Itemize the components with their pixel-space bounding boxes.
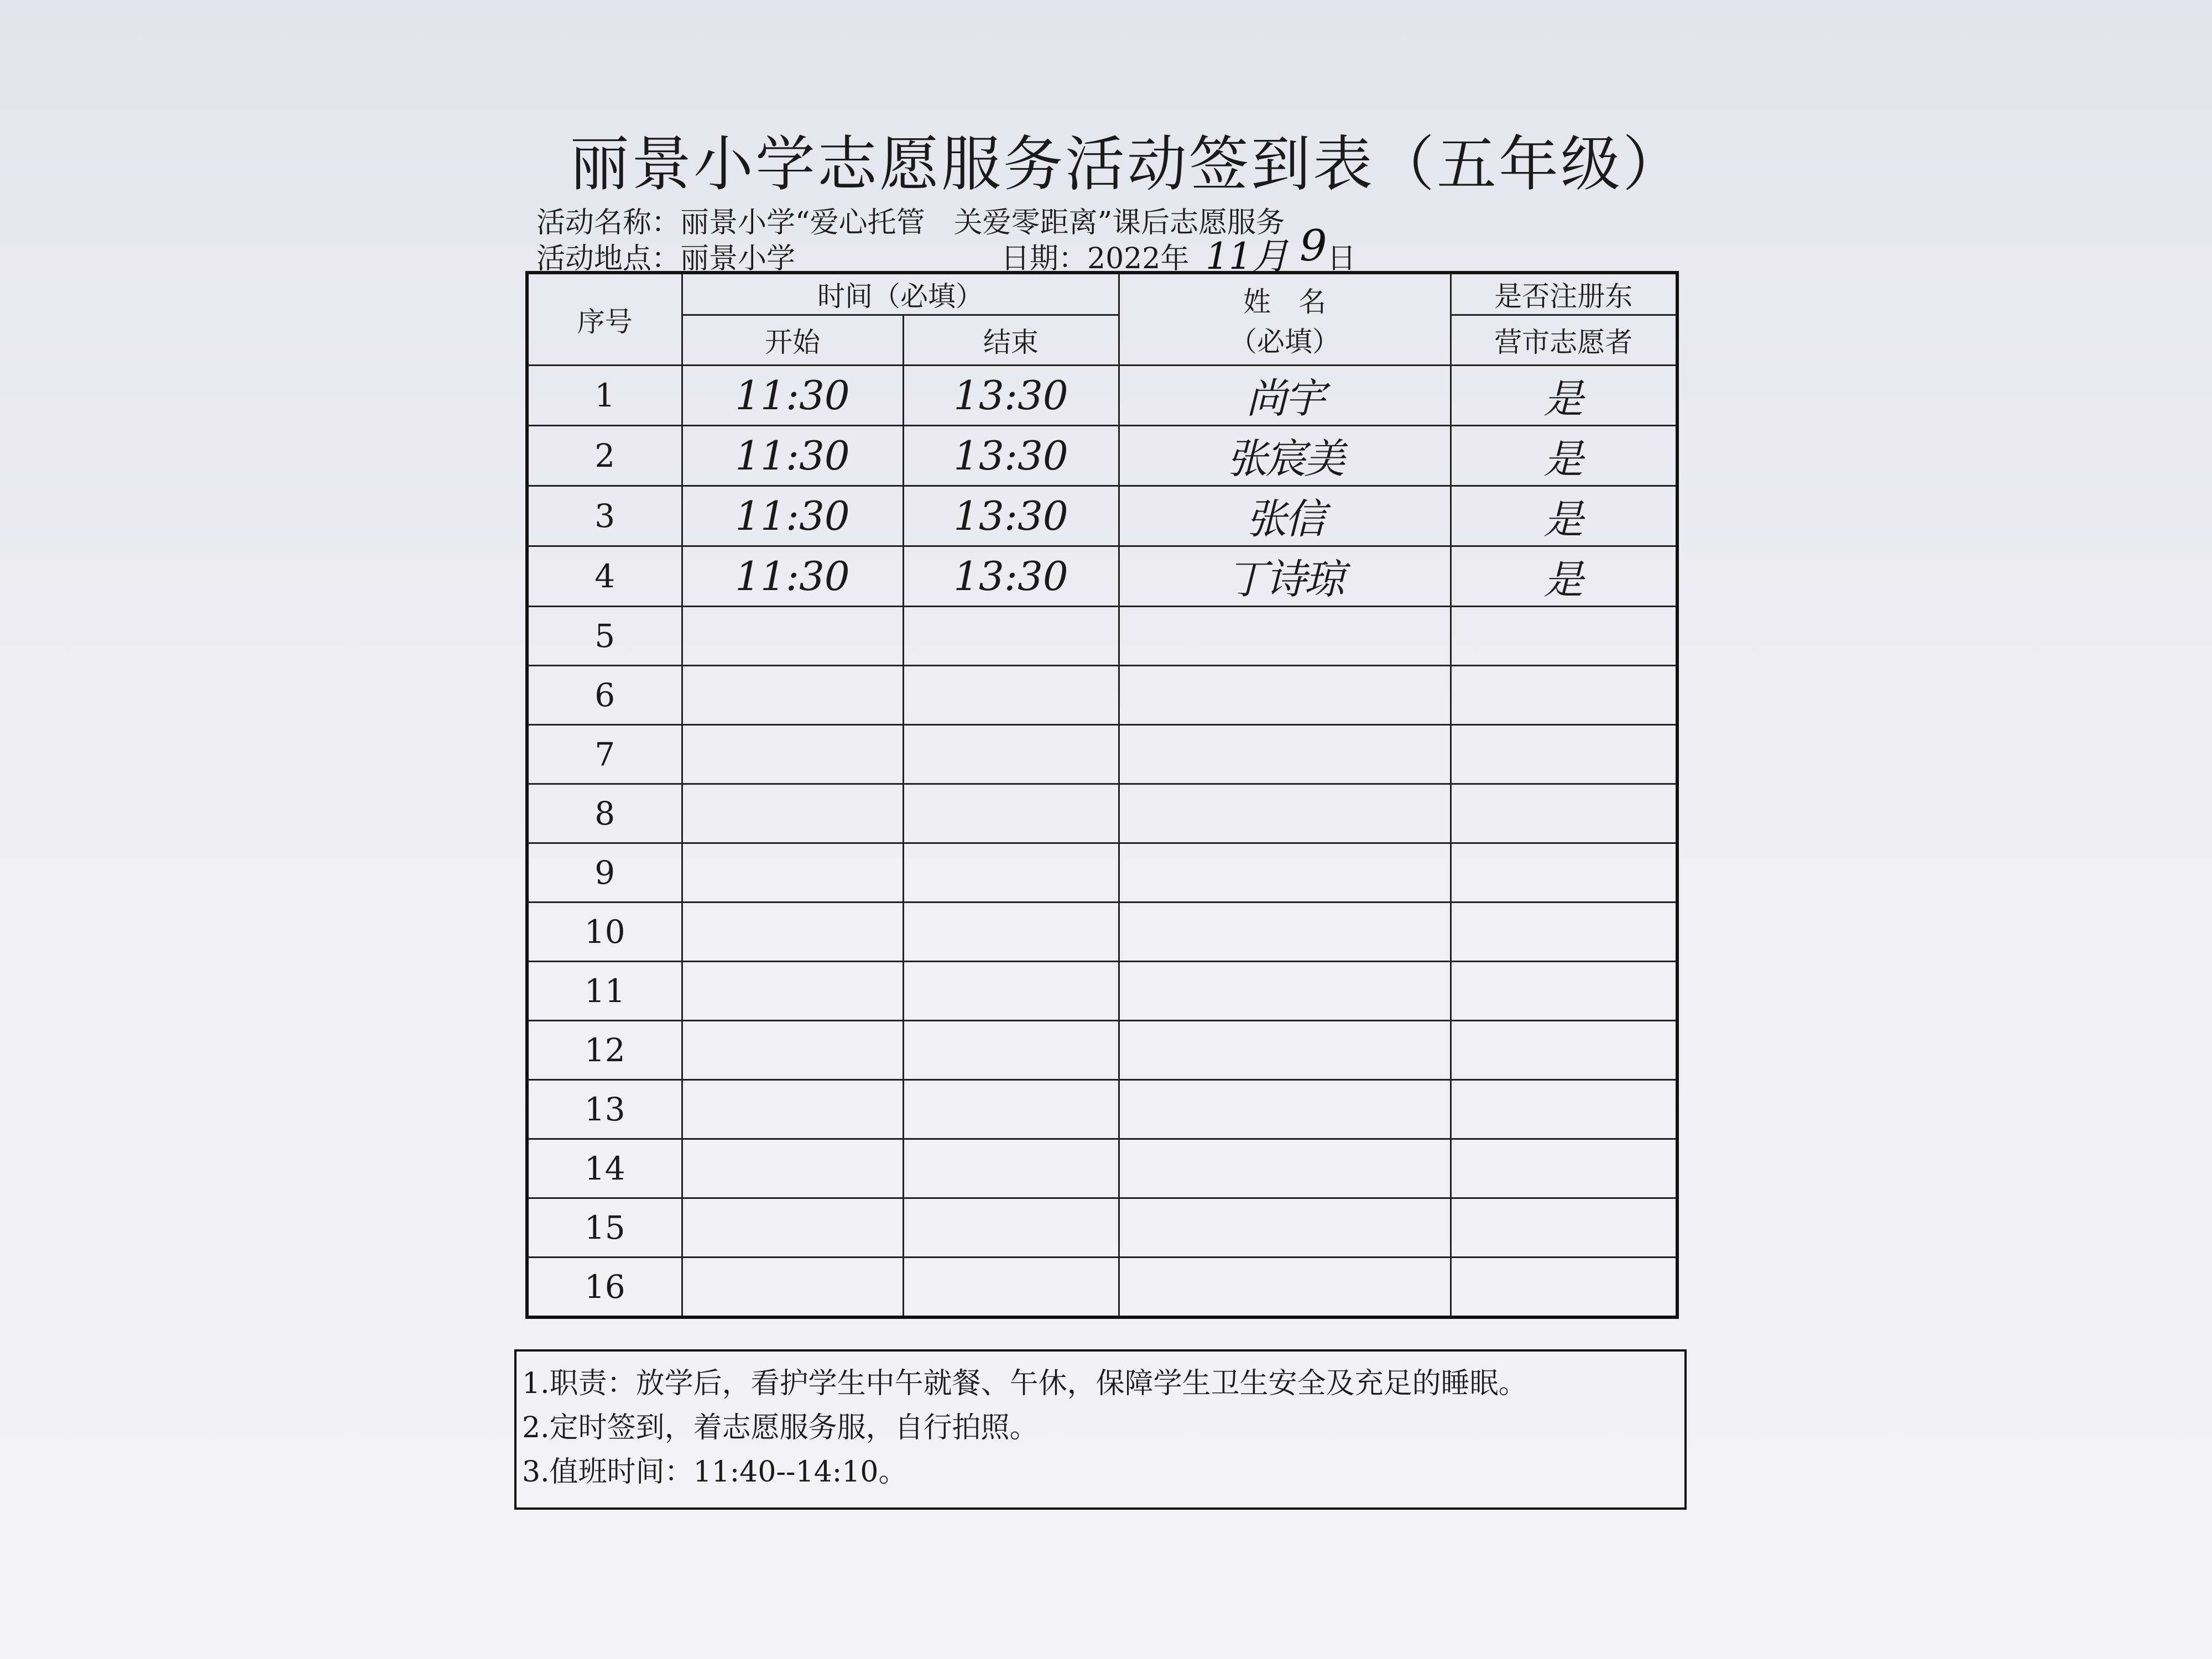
start-time-cell (682, 784, 903, 843)
end-time-cell: 13:30 (903, 366, 1119, 426)
end-time-cell (903, 1198, 1119, 1258)
header-name-line2: （必填） (1229, 325, 1340, 358)
header-name (1119, 273, 1451, 366)
table-row (527, 843, 1677, 902)
table-row (527, 1198, 1677, 1258)
notes-box (514, 1349, 1687, 1510)
name-cell (1119, 1139, 1451, 1198)
table-row (527, 366, 1677, 426)
header-index: 序号 (527, 273, 682, 366)
attendance-table (525, 271, 1679, 1319)
table-row (527, 725, 1677, 784)
registered-cell (1451, 843, 1677, 902)
end-time-cell: 13:30 (903, 426, 1119, 486)
name-cell (1119, 1258, 1451, 1318)
row-number: 12 (527, 1021, 682, 1080)
name-cell: 丁诗琼 (1119, 546, 1451, 607)
header-end: 结束 (903, 315, 1119, 366)
header-registered-line2: 营市志愿者 (1451, 315, 1677, 366)
name-cell (1119, 843, 1451, 902)
registered-cell (1451, 1080, 1677, 1139)
row-number: 9 (527, 843, 682, 902)
table-row (527, 784, 1677, 843)
table-row (527, 1021, 1677, 1080)
note-line: 3.值班时间：11:40--14:10。 (522, 1455, 907, 1489)
name-cell (1119, 902, 1451, 962)
table-row (527, 486, 1677, 546)
row-number: 3 (527, 486, 682, 546)
registered-cell (1451, 607, 1677, 666)
registered-cell (1451, 1021, 1677, 1080)
start-time-cell (682, 1139, 903, 1198)
name-cell (1119, 1080, 1451, 1139)
activity-location: 活动地点：丽景小学 (536, 242, 796, 275)
registered-cell (1451, 1198, 1677, 1258)
end-time-cell: 13:30 (903, 546, 1119, 607)
start-time-cell: 11:30 (682, 546, 903, 607)
start-time-cell: 11:30 (682, 486, 903, 546)
table-row (527, 546, 1677, 607)
row-number: 8 (527, 784, 682, 843)
registered-cell (1451, 962, 1677, 1021)
registered-cell: 是 (1451, 546, 1677, 607)
row-number: 6 (527, 666, 682, 725)
row-number: 1 (527, 366, 682, 426)
header-start: 开始 (682, 315, 903, 366)
registered-cell (1451, 1139, 1677, 1198)
table-row (527, 666, 1677, 725)
end-time-cell (903, 962, 1119, 1021)
start-time-cell (682, 902, 903, 962)
table-row (527, 1080, 1677, 1139)
activity-name: 活动名称：丽景小学“爱心托管 关爱零距离”课后志愿服务 (536, 206, 1285, 239)
header-name-line1: 姓 名 (1243, 285, 1326, 318)
end-time-cell: 13:30 (903, 486, 1119, 546)
header-registered-line1: 是否注册东 (1451, 273, 1677, 315)
name-cell (1119, 725, 1451, 784)
start-time-cell (682, 1198, 903, 1258)
row-number: 10 (527, 902, 682, 962)
start-time-cell: 11:30 (682, 426, 903, 486)
table-row (527, 1139, 1677, 1198)
start-time-cell (682, 666, 903, 725)
registered-cell: 是 (1451, 366, 1677, 426)
name-cell (1119, 962, 1451, 1021)
name-cell (1119, 1021, 1451, 1080)
name-cell (1119, 784, 1451, 843)
name-cell (1119, 1198, 1451, 1258)
name-cell: 尚宇 (1119, 366, 1451, 426)
name-cell: 张信 (1119, 486, 1451, 546)
end-time-cell (903, 1021, 1119, 1080)
name-cell: 张宸美 (1119, 426, 1451, 486)
row-number: 4 (527, 546, 682, 607)
table-body (527, 366, 1677, 1318)
row-number: 5 (527, 607, 682, 666)
start-time-cell: 11:30 (682, 366, 903, 426)
date-day-suffix: 日 (1327, 242, 1357, 275)
end-time-cell (903, 784, 1119, 843)
table-row (527, 1258, 1677, 1318)
end-time-cell (903, 1139, 1119, 1198)
registered-cell: 是 (1451, 426, 1677, 486)
registered-cell (1451, 725, 1677, 784)
table-row (527, 902, 1677, 962)
sign-in-sheet (453, 66, 1736, 1604)
row-number: 15 (527, 1198, 682, 1258)
date-day: 9 (1300, 221, 1327, 271)
sheet-title: 丽景小学志愿服务活动签到表（五年级） (570, 130, 1685, 199)
registered-cell (1451, 666, 1677, 725)
date-month: 11月 (1206, 235, 1288, 278)
row-number: 2 (527, 426, 682, 486)
name-cell (1119, 666, 1451, 725)
registered-cell (1451, 784, 1677, 843)
row-number: 16 (527, 1258, 682, 1318)
table-row (527, 426, 1677, 486)
end-time-cell (903, 666, 1119, 725)
date-label: 日期：2022年 (1001, 242, 1190, 275)
end-time-cell (903, 1258, 1119, 1318)
note-line: 1.职责：放学后，看护学生中午就餐、午休，保障学生卫生安全及充足的睡眠。 (522, 1367, 1527, 1400)
start-time-cell (682, 1080, 903, 1139)
end-time-cell (903, 902, 1119, 962)
name-cell (1119, 607, 1451, 666)
row-number: 13 (527, 1080, 682, 1139)
table-row (527, 607, 1677, 666)
end-time-cell (903, 1080, 1119, 1139)
header-time: 时间（必填） (682, 273, 1119, 315)
row-number: 14 (527, 1139, 682, 1198)
end-time-cell (903, 725, 1119, 784)
registered-cell (1451, 902, 1677, 962)
registered-cell: 是 (1451, 486, 1677, 546)
start-time-cell (682, 843, 903, 902)
start-time-cell (682, 1021, 903, 1080)
note-line: 2.定时签到，着志愿服务服，自行拍照。 (522, 1411, 1039, 1444)
start-time-cell (682, 725, 903, 784)
start-time-cell (682, 607, 903, 666)
start-time-cell (682, 962, 903, 1021)
row-number: 11 (527, 962, 682, 1021)
start-time-cell (682, 1258, 903, 1318)
end-time-cell (903, 607, 1119, 666)
table-row (527, 962, 1677, 1021)
end-time-cell (903, 843, 1119, 902)
row-number: 7 (527, 725, 682, 784)
registered-cell (1451, 1258, 1677, 1318)
